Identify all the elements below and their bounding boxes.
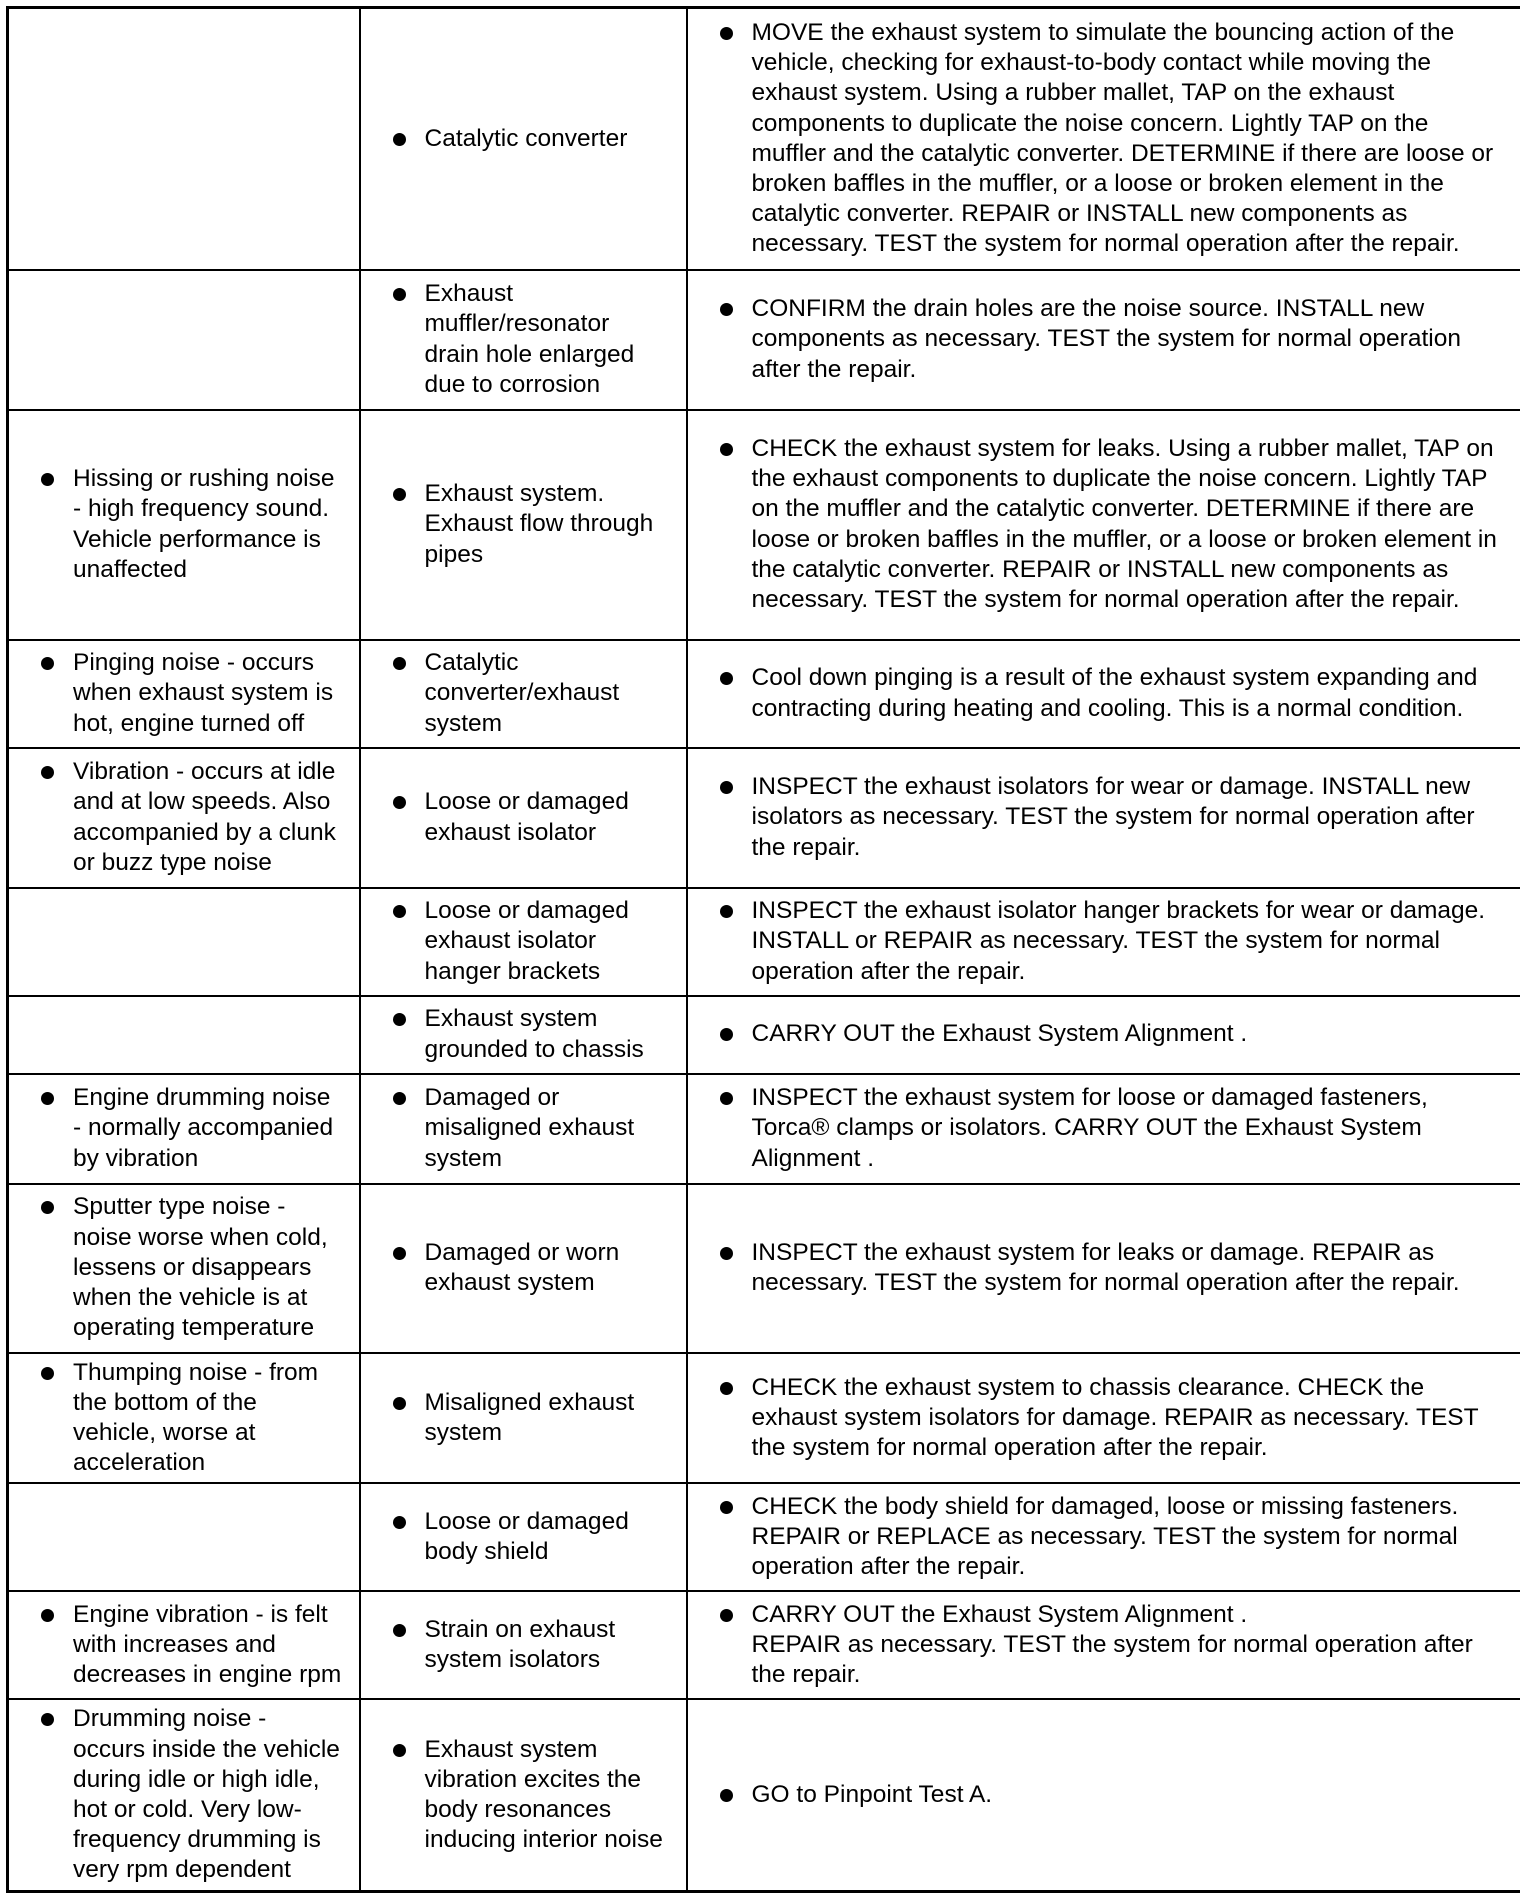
action-item: INSPECT the exhaust isolator hanger brackets for wear or damage. INSTALL or REPAIR as necessary. TEST the system for normal operation after the repair. bbox=[716, 896, 1505, 987]
condition-item: Hissing or rushing noise - high frequency sound. Vehicle performance is unaffected bbox=[37, 464, 343, 585]
table-body bbox=[8, 8, 1520, 1892]
condition-item: Engine drumming noise - normally accompanied by vibration bbox=[37, 1083, 343, 1174]
condition-item: Vibration - occurs at idle and at low speeds. Also accompanied by a clunk or buzz type noise bbox=[37, 757, 343, 878]
source-cell bbox=[360, 270, 687, 410]
table-row bbox=[8, 8, 1520, 270]
action-cell bbox=[687, 270, 1520, 410]
table-row bbox=[8, 1591, 1520, 1699]
action-cell bbox=[687, 640, 1520, 748]
table-row bbox=[8, 1074, 1520, 1184]
table-row bbox=[8, 410, 1520, 640]
table-row bbox=[8, 1184, 1520, 1353]
source-item: Exhaust system grounded to chassis bbox=[389, 1004, 670, 1064]
table-row bbox=[8, 1483, 1520, 1591]
table-row bbox=[8, 1699, 1520, 1891]
condition-cell bbox=[8, 410, 360, 640]
source-item: Loose or damaged exhaust isolator hanger brackets bbox=[389, 896, 670, 987]
table-row bbox=[8, 888, 1520, 996]
source-item: Catalytic converter/exhaust system bbox=[389, 648, 670, 739]
action-item: CHECK the exhaust system to chassis clearance. CHECK the exhaust system isolators for damage. REPAIR as necessary. TEST the system for normal operation after the repair. bbox=[716, 1373, 1505, 1464]
source-cell bbox=[360, 8, 687, 270]
table-row bbox=[8, 748, 1520, 888]
condition-cell bbox=[8, 1591, 360, 1699]
source-cell bbox=[360, 1699, 687, 1891]
condition-cell bbox=[8, 1074, 360, 1184]
action-cell bbox=[687, 1591, 1520, 1699]
source-item: Misaligned exhaust system bbox=[389, 1388, 670, 1448]
source-cell bbox=[360, 1483, 687, 1591]
action-cell bbox=[687, 1353, 1520, 1484]
source-item: Exhaust system. Exhaust flow through pipes bbox=[389, 479, 670, 570]
action-item: MOVE the exhaust system to simulate the bouncing action of the vehicle, checking for exhaust-to-body contact while moving the exhaust system. Using a rubber mallet, TAP on the exhaust components to duplicate the noise concern. Lightly TAP on the muffler and the catalytic converter. DETERMINE if there are loose or broken baffles in the muffler, or a loose or broken element in the catalytic converter. REPAIR or INSTALL new components as necessary. TEST the system for normal operation after the repair. bbox=[716, 18, 1505, 260]
exhaust-noise-diagnosis-table bbox=[6, 6, 1520, 1893]
condition-cell bbox=[8, 1353, 360, 1484]
action-line: CARRY OUT the Exhaust System Alignment . bbox=[752, 1600, 1505, 1630]
action-item: CHECK the exhaust system for leaks. Using a rubber mallet, TAP on the exhaust components to duplicate the noise concern. Lightly TAP on the muffler and the catalytic converter. DETERMINE if there are loose or broken baffles in the muffler, or a loose or broken element in the catalytic converter. REPAIR or INSTALL new components as necessary. TEST the system for normal operation after the repair. bbox=[716, 434, 1505, 615]
source-cell bbox=[360, 748, 687, 888]
source-cell bbox=[360, 1591, 687, 1699]
source-cell bbox=[360, 1074, 687, 1184]
source-item: Catalytic converter bbox=[389, 124, 670, 154]
condition-cell bbox=[8, 748, 360, 888]
action-line: REPAIR as necessary. TEST the system for normal operation after the repair. bbox=[752, 1630, 1505, 1690]
action-item: INSPECT the exhaust isolators for wear or damage. INSTALL new isolators as necessary. TEST the system for normal operation after the repair. bbox=[716, 772, 1505, 863]
action-item: CONFIRM the drain holes are the noise source. INSTALL new components as necessary. TEST the system for normal operation after the repair. bbox=[716, 294, 1505, 385]
action-cell bbox=[687, 1184, 1520, 1353]
action-cell bbox=[687, 748, 1520, 888]
action-item: INSPECT the exhaust system for loose or damaged fasteners, Torca® clamps or isolators. CARRY OUT the Exhaust System Alignment . bbox=[716, 1083, 1505, 1174]
table-row bbox=[8, 996, 1520, 1074]
source-cell bbox=[360, 410, 687, 640]
source-cell bbox=[360, 1184, 687, 1353]
action-cell bbox=[687, 8, 1520, 270]
condition-item: Sputter type noise - noise worse when cold, lessens or disappears when the vehicle is at operating temperature bbox=[37, 1192, 343, 1343]
condition-cell bbox=[8, 1699, 360, 1891]
condition-cell bbox=[8, 996, 360, 1074]
source-cell bbox=[360, 888, 687, 996]
action-cell bbox=[687, 1483, 1520, 1591]
source-cell bbox=[360, 640, 687, 748]
source-item: Loose or damaged body shield bbox=[389, 1507, 670, 1567]
condition-cell bbox=[8, 8, 360, 270]
source-cell bbox=[360, 996, 687, 1074]
condition-cell bbox=[8, 640, 360, 748]
source-item: Exhaust system vibration excites the body resonances inducing interior noise bbox=[389, 1735, 670, 1856]
table-row bbox=[8, 270, 1520, 410]
action-cell bbox=[687, 888, 1520, 996]
source-item: Exhaust muffler/resonator drain hole enlarged due to corrosion bbox=[389, 279, 670, 400]
action-item bbox=[716, 1600, 1505, 1691]
action-cell bbox=[687, 410, 1520, 640]
action-item: Cool down pinging is a result of the exhaust system expanding and contracting during heating and cooling. This is a normal condition. bbox=[716, 663, 1505, 723]
action-cell bbox=[687, 1699, 1520, 1891]
action-item: CHECK the body shield for damaged, loose or missing fasteners. REPAIR or REPLACE as necessary. TEST the system for normal operation after the repair. bbox=[716, 1492, 1505, 1583]
source-cell bbox=[360, 1353, 687, 1484]
source-item: Damaged or worn exhaust system bbox=[389, 1238, 670, 1298]
source-item: Strain on exhaust system isolators bbox=[389, 1615, 670, 1675]
condition-item: Thumping noise - from the bottom of the vehicle, worse at acceleration bbox=[37, 1358, 343, 1479]
action-cell bbox=[687, 1074, 1520, 1184]
action-cell bbox=[687, 996, 1520, 1074]
condition-item: Pinging noise - occurs when exhaust system is hot, engine turned off bbox=[37, 648, 343, 739]
condition-item: Drumming noise - occurs inside the vehicle during idle or high idle, hot or cold. Very low-frequency drumming is very rpm dependent bbox=[37, 1704, 343, 1885]
condition-item: Engine vibration - is felt with increases and decreases in engine rpm bbox=[37, 1600, 343, 1691]
condition-cell bbox=[8, 270, 360, 410]
action-item: CARRY OUT the Exhaust System Alignment . bbox=[716, 1019, 1505, 1049]
action-item: INSPECT the exhaust system for leaks or damage. REPAIR as necessary. TEST the system for normal operation after the repair. bbox=[716, 1238, 1505, 1298]
source-item: Damaged or misaligned exhaust system bbox=[389, 1083, 670, 1174]
table-row bbox=[8, 1353, 1520, 1484]
table-row bbox=[8, 640, 1520, 748]
action-item: GO to Pinpoint Test A. bbox=[716, 1780, 1505, 1810]
condition-cell bbox=[8, 1184, 360, 1353]
source-item: Loose or damaged exhaust isolator bbox=[389, 787, 670, 847]
condition-cell bbox=[8, 888, 360, 996]
condition-cell bbox=[8, 1483, 360, 1591]
